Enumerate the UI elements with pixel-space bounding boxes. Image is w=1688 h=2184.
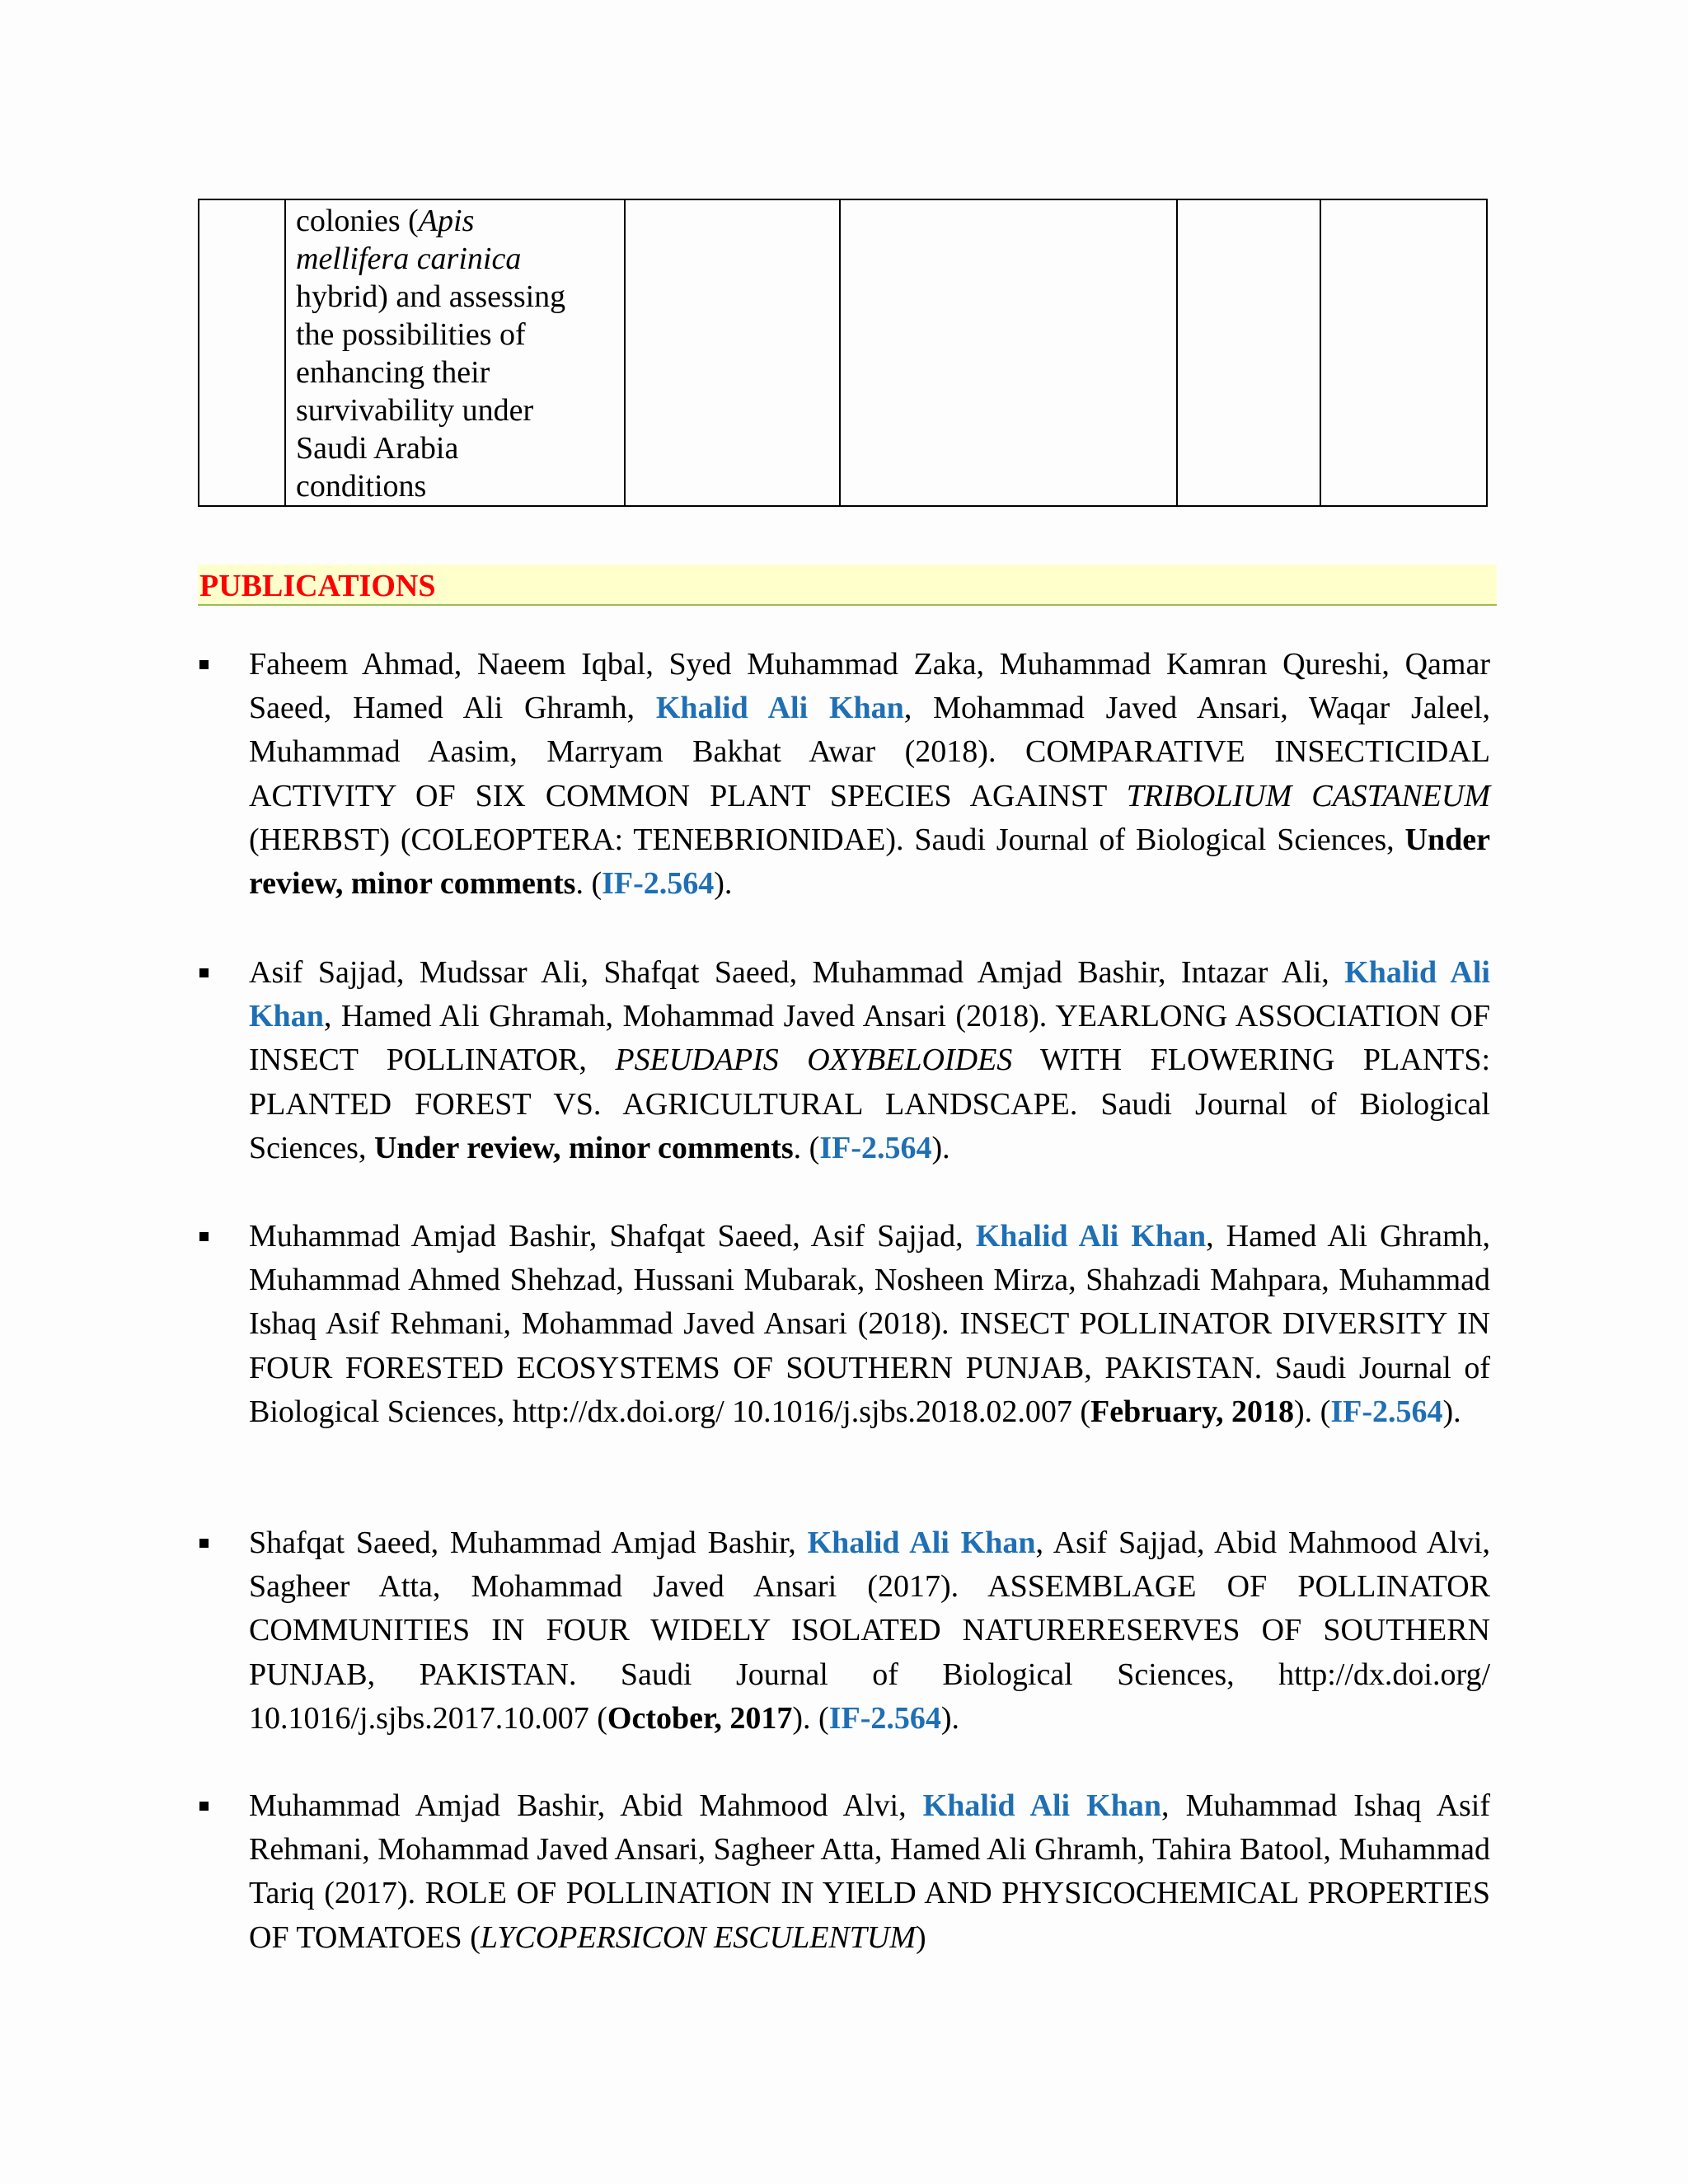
publication-status: Under review, minor comments	[249, 822, 1490, 902]
continued-table	[198, 199, 1488, 507]
highlighted-author: Khalid Ali Khan	[922, 1788, 1162, 1823]
section-heading-bar	[198, 565, 1497, 606]
publication-item: Muhammad Amjad Bashir, Shafqat Saeed, Asif Sajjad, Khalid Ali Khan, Hamed Ali Ghramh, Muhammad Ahmed Shehzad, Hussani Mubarak, Nosheen Mirza, Shahzadi Mahpara, Muhammad Ishaq Asif Rehmani, Mohammad Javed Ansari (2018). INSECT POLLINATOR DIVERSITY IN FOUR FORESTED ECOSYSTEMS OF SOUTHERN PUNJAB, PAKISTAN. Saudi Journal of Biological Sciences, http://dx.doi.org/ 10.1016/j.sjbs.2018.02.007 (February, 2018). (IF-2.564).	[249, 1215, 1490, 1434]
publication-item: Muhammad Amjad Bashir, Abid Mahmood Alvi, Khalid Ali Khan, Muhammad Ishaq Asif Rehmani, Mohammad Javed Ansari, Sagheer Atta, Hamed Ali Ghramh, Tahira Batool, Muhammad Tariq (2017). ROLE OF POLLINATION IN YIELD AND PHYSICOCHEMICAL PROPERTIES OF TOMATOES (LYCOPERSICON ESCULENTUM)	[249, 1784, 1490, 1960]
table-cell	[840, 199, 1177, 506]
publication-item: Shafqat Saeed, Muhammad Amjad Bashir, Khalid Ali Khan, Asif Sajjad, Abid Mahmood Alvi, Sagheer Atta, Mohammad Javed Ansari (2017). ASSEMBLAGE OF POLLINATOR COMMUNITIES IN FOUR WIDELY ISOLATED NATURERESERVES OF SOUTHERN PUNJAB, PAKISTAN. Saudi Journal of Biological Sciences, http://dx.doi.org/ 10.1016/j.sjbs.2017.10.007 (October, 2017). (IF-2.564).	[249, 1521, 1490, 1741]
table-cell	[625, 199, 840, 506]
square-bullet-icon	[199, 1802, 209, 1811]
impact-factor: IF-2.564	[819, 1130, 932, 1165]
publication-item: Faheem Ahmad, Naeem Iqbal, Syed Muhammad Zaka, Muhammad Kamran Qureshi, Qamar Saeed, Hamed Ali Ghramh, Khalid Ali Khan, Mohammad Javed Ansari, Waqar Jaleel, Muhammad Aasim, Marryam Bakhat Awar (2018). COMPARATIVE INSECTICIDAL ACTIVITY OF SIX COMMON PLANT SPECIES AGAINST TRIBOLIUM CASTANEUM (HERBST) (COLEOPTERA: TENEBRIONIDAE). Saudi Journal of Biological Sciences, Under review, minor comments. (IF-2.564).	[249, 643, 1490, 906]
highlighted-author: Khalid Ali Khan	[975, 1219, 1207, 1254]
publication-item: Asif Sajjad, Mudssar Ali, Shafqat Saeed, Muhammad Amjad Bashir, Intazar Ali, Khalid Ali Khan, Hamed Ali Ghramah, Mohammad Javed Ansari (2018). YEARLONG ASSOCIATION OF INSECT POLLINATOR, PSEUDAPIS OXYBELOIDES WITH FLOWERING PLANTS: PLANTED FOREST VS. AGRICULTURAL LANDSCAPE. Saudi Journal of Biological Sciences, Under review, minor comments. (IF-2.564).	[249, 951, 1490, 1170]
publication-date: October, 2017	[607, 1700, 793, 1736]
highlighted-author: Khalid Ali Khan	[249, 955, 1490, 1034]
highlighted-author: Khalid Ali Khan	[655, 691, 904, 726]
impact-factor: IF-2.564	[828, 1700, 941, 1736]
section-heading: PUBLICATIONS	[199, 569, 436, 603]
highlighted-author: Khalid Ali Khan	[807, 1526, 1036, 1560]
square-bullet-icon	[199, 660, 209, 669]
square-bullet-icon	[199, 968, 209, 977]
table-cell	[1320, 199, 1487, 506]
table-row	[199, 199, 1487, 506]
square-bullet-icon	[199, 1539, 209, 1548]
table-cell	[1177, 199, 1320, 506]
species-name: TRIBOLIUM CASTANEUM	[1126, 778, 1490, 813]
species-name: PSEUDAPIS OXYBELOIDES	[615, 1043, 1013, 1078]
publication-date: February, 2018	[1090, 1394, 1295, 1429]
publication-status: Under review, minor comments	[373, 1130, 794, 1165]
species-name: LYCOPERSICON ESCULENTUM	[480, 1919, 916, 1955]
impact-factor: IF-2.564	[1330, 1394, 1443, 1429]
table-cell-description: colonies (Apis mellifera carinica hybrid) and assessing the possibilities of enhancing their survivability under Saudi Arabia conditions	[285, 199, 625, 506]
square-bullet-icon	[199, 1232, 209, 1241]
table-cell	[199, 199, 285, 506]
impact-factor: IF-2.564	[602, 866, 715, 902]
